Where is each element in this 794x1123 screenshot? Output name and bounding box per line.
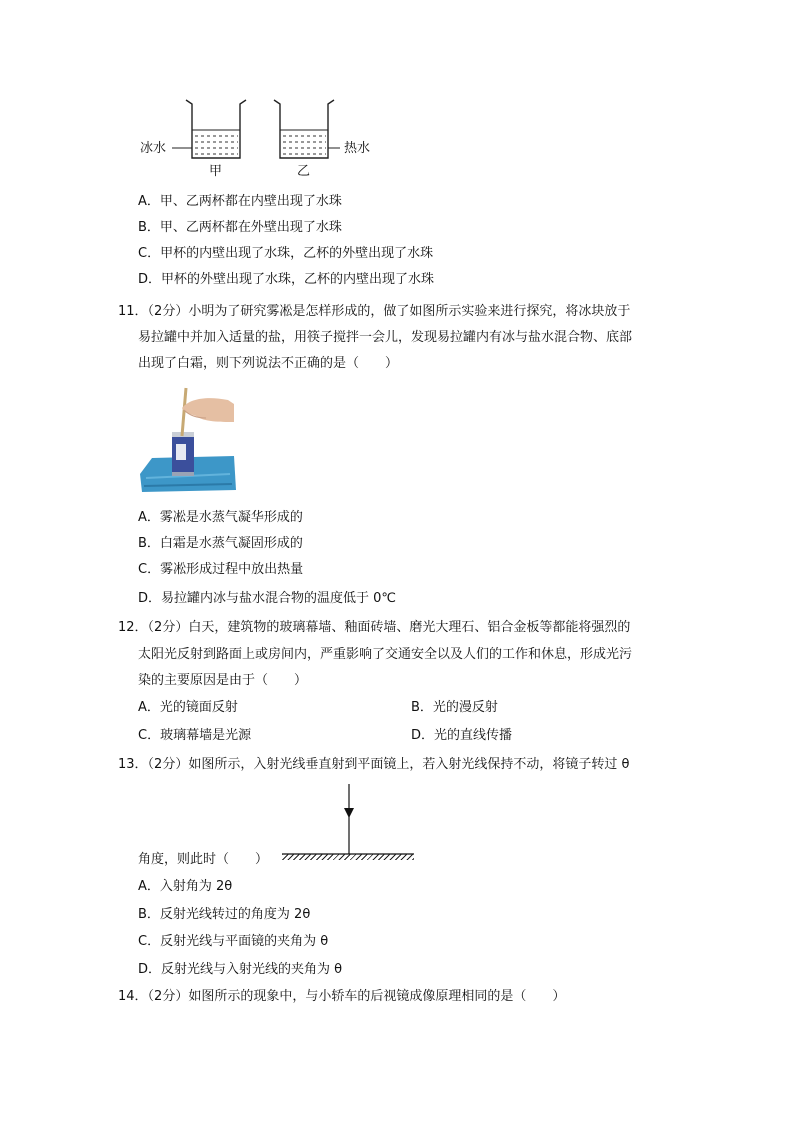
q11-option-d: D．易拉罐内冰与盐水混合物的温度低于 0℃: [138, 591, 397, 606]
q10-option-b: B．甲、乙两杯都在外壁出现了水珠: [138, 220, 342, 235]
label-ice-water: 冰水: [140, 141, 167, 156]
q13-line-2: 角度，则此时（ ）: [138, 852, 269, 867]
label-hot-water: 热水: [344, 141, 371, 156]
q11-option-a: A．雾凇是水蒸气凝华形成的: [138, 510, 303, 525]
q11-line-2: 易拉罐中并加入适量的盐，用筷子搅拌一会儿，发现易拉罐内有冰与盐水混合物、底部: [138, 330, 633, 345]
q12-line-1: 12．（2分）白天，建筑物的玻璃幕墙、釉面砖墙、磨光大理石、铝合金板等都能将强烈的: [118, 620, 631, 635]
q11-line-3: 出现了白霜，则下列说法不正确的是（ ）: [138, 356, 399, 371]
q10-option-d: D．甲杯的外壁出现了水珠，乙杯的内壁出现了水珠: [138, 272, 435, 287]
q13-line-1: 13．（2分）如图所示，入射光线垂直射到平面镜上，若入射光线保持不动，将镜子转过 θ: [118, 757, 630, 772]
label-beaker-yi: 乙: [297, 164, 311, 179]
q10-option-c: C．甲杯的内壁出现了水珠，乙杯的外壁出现了水珠: [138, 246, 434, 261]
q14-line-1: 14．（2分）如图所示的现象中，与小轿车的后视镜成像原理相同的是（ ）: [118, 989, 566, 1004]
mirror-hatching: [282, 854, 414, 860]
q13-option-a: A．入射角为 2θ: [138, 879, 233, 894]
q12-option-b: B．光的漫反射: [411, 700, 498, 715]
q11-line-1: 11．（2分）小明为了研究雾凇是怎样形成的，做了如图所示实验来进行探究，将冰块放于: [118, 304, 631, 319]
q12-option-c: C．玻璃幕墙是光源: [138, 728, 252, 743]
q10-option-a: A．甲、乙两杯都在内壁出现了水珠: [138, 194, 342, 209]
q11-option-c: C．雾凇形成过程中放出热量: [138, 562, 304, 577]
mirror-diagram: [280, 782, 420, 864]
beaker-figure: [140, 96, 380, 180]
q13-option-b: B．反射光线转过的角度为 2θ: [138, 907, 311, 922]
q11-option-b: B．白霜是水蒸气凝固形成的: [138, 536, 303, 551]
q12-option-d: D．光的直线传播: [411, 728, 513, 743]
label-beaker-jia: 甲: [209, 164, 223, 179]
q13-option-d: D．反射光线与入射光线的夹角为 θ: [138, 962, 343, 977]
q12-line-3: 染的主要原因是由于（ ）: [138, 673, 308, 688]
can-experiment-photo: [138, 382, 238, 496]
q13-option-c: C．反射光线与平面镜的夹角为 θ: [138, 934, 329, 949]
q12-line-2: 太阳光反射到路面上或房间内，严重影响了交通安全以及人们的工作和休息，形成光污: [138, 647, 633, 662]
q12-option-a: A．光的镜面反射: [138, 700, 238, 715]
